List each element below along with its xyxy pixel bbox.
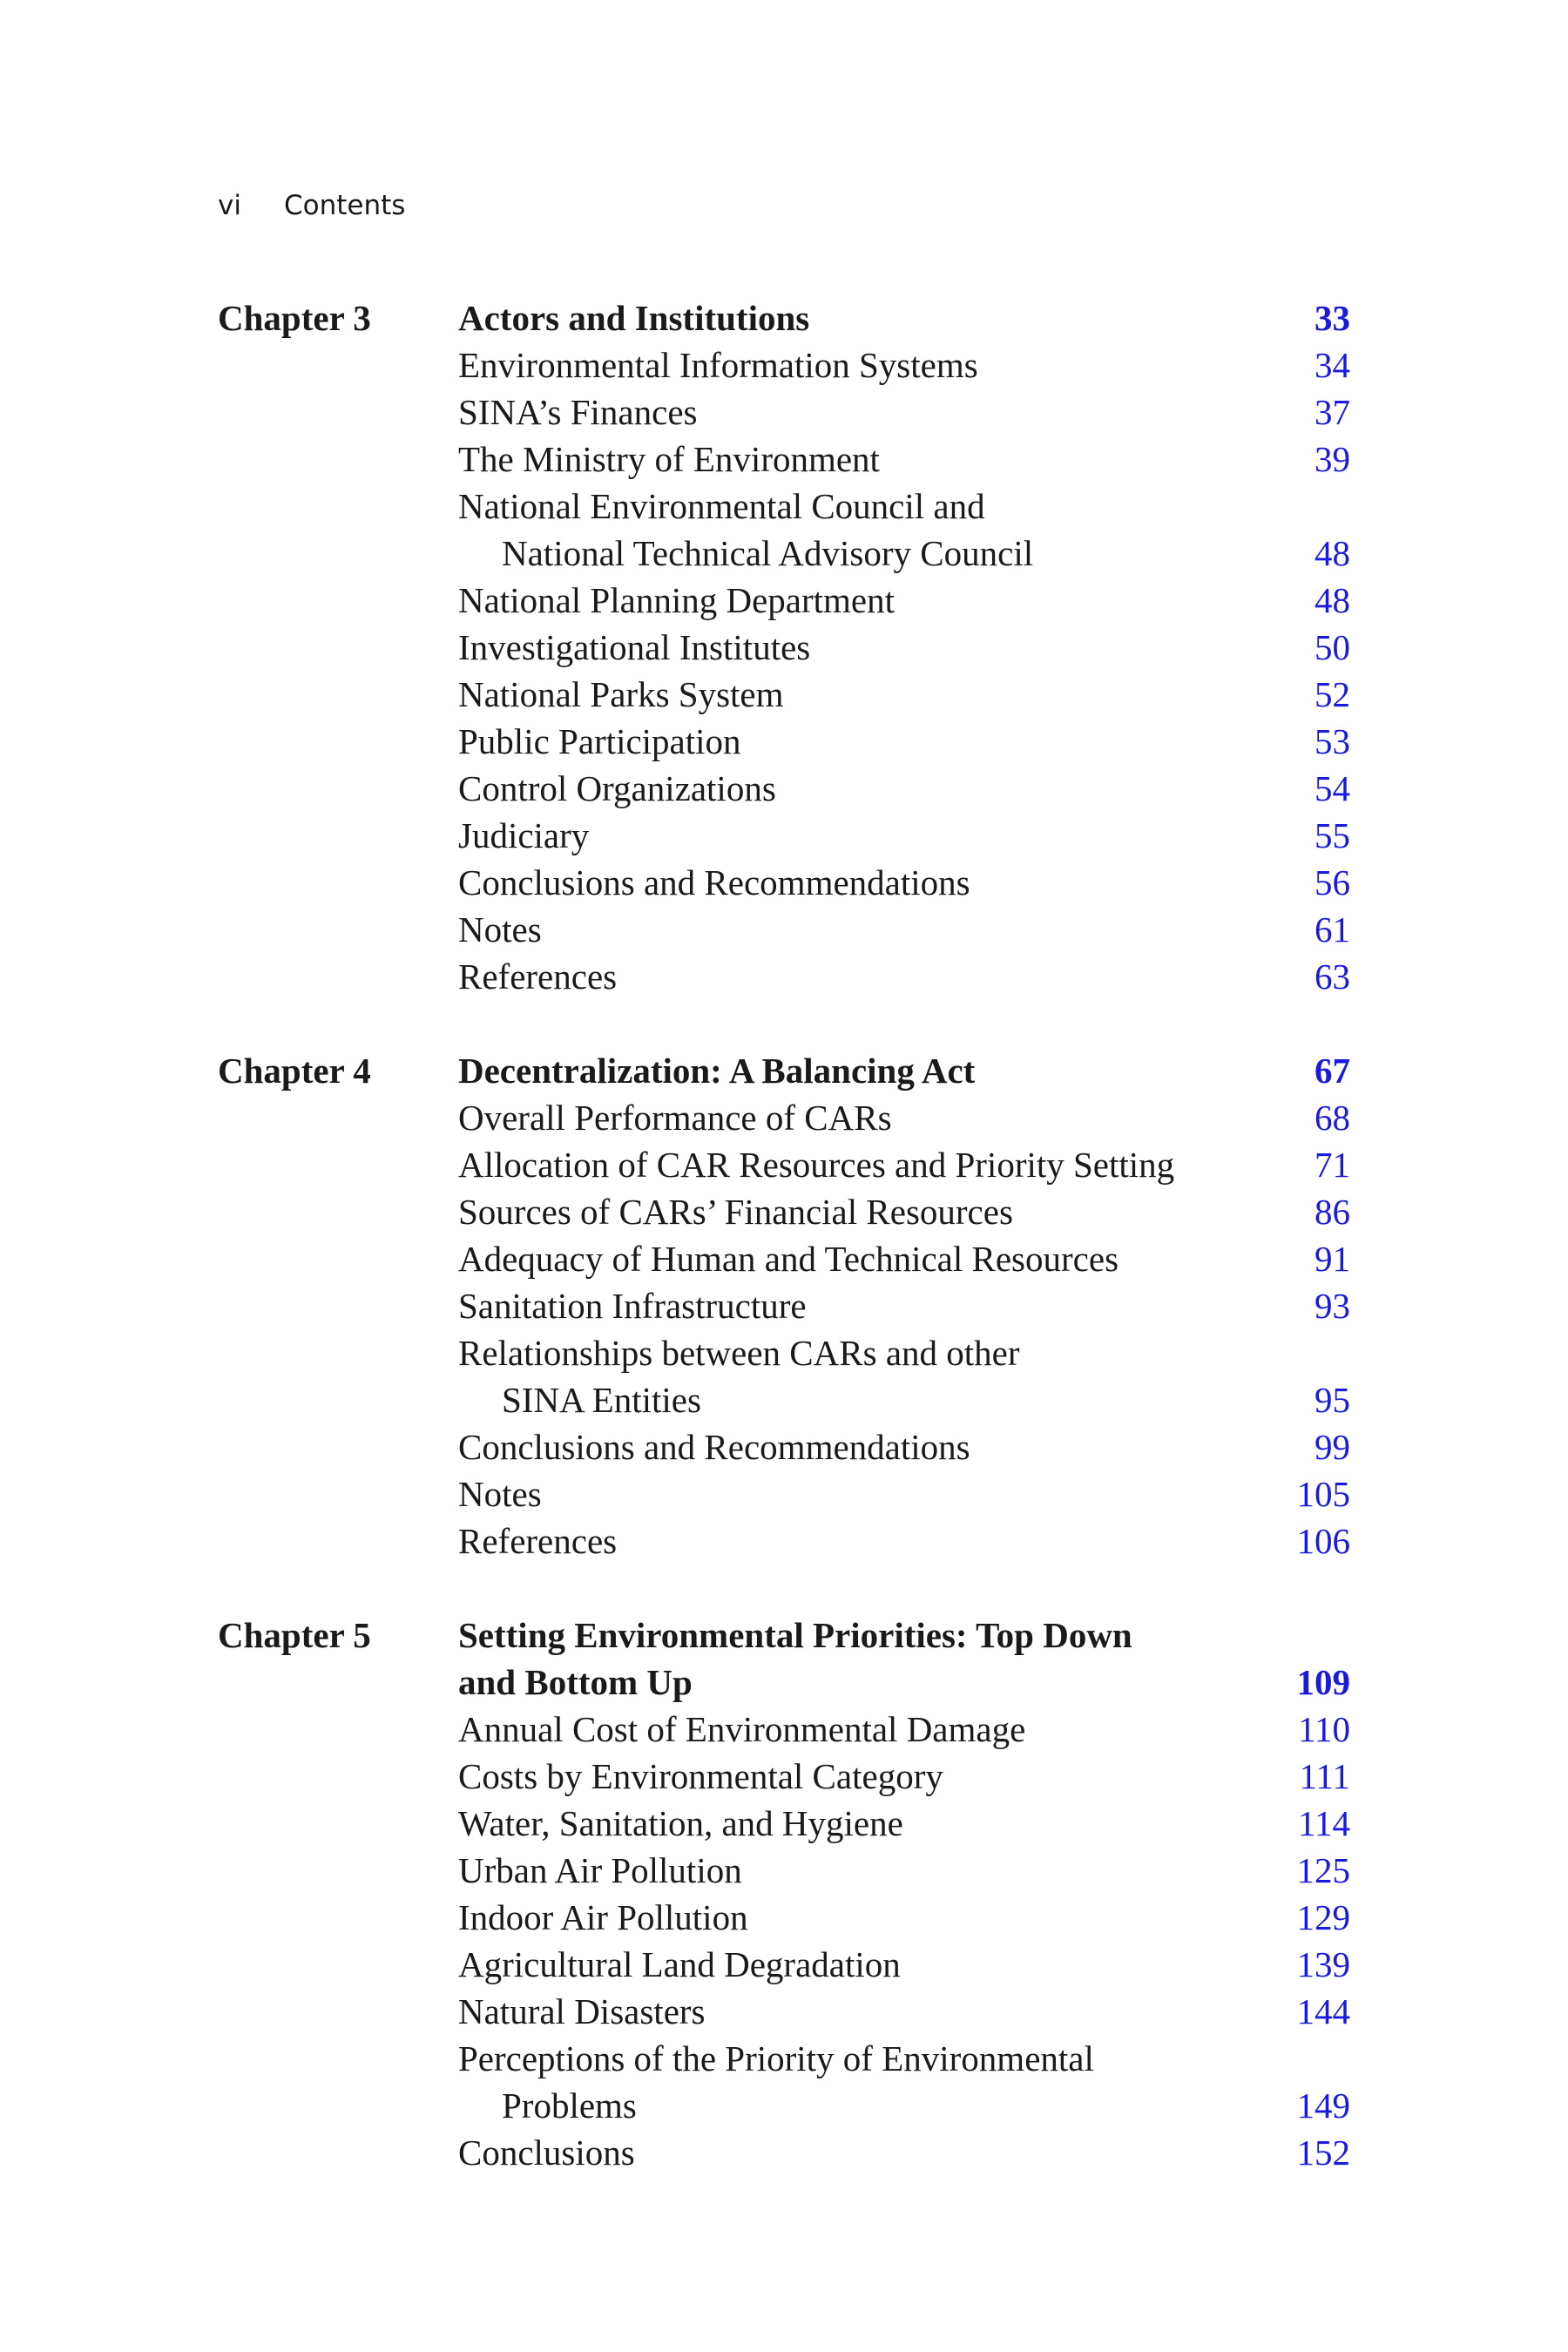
- toc-entry[interactable]: [458, 1847, 1350, 1894]
- entry-title-line: Indoor Air Pollution: [458, 1897, 748, 1937]
- page-number-link[interactable]: 129: [1296, 1897, 1350, 1937]
- toc-entry[interactable]: [458, 906, 1350, 953]
- entry-title-line: National Environmental Council and: [458, 486, 985, 526]
- toc-entry[interactable]: [458, 953, 1350, 1000]
- page-number-link[interactable]: 48: [1315, 580, 1350, 620]
- entry-title-line: SINA Entities: [502, 1380, 701, 1420]
- entry-title-line: Agricultural Land Degradation: [458, 1944, 901, 1984]
- toc-entry[interactable]: [458, 1753, 1350, 1800]
- page-folio: vi: [218, 190, 241, 221]
- toc-entry[interactable]: [458, 812, 1350, 859]
- entry-title: [458, 1612, 1350, 1706]
- entry-title-line: Notes: [458, 909, 542, 950]
- entry-title: [458, 1282, 1350, 1329]
- toc-entry[interactable]: [458, 389, 1350, 436]
- entry-title: [458, 624, 1350, 671]
- toc-entry[interactable]: [458, 671, 1350, 718]
- entry-title: [458, 1470, 1350, 1517]
- toc-entry[interactable]: [458, 2129, 1350, 2176]
- toc-entry[interactable]: [458, 1329, 1350, 1423]
- entry-title-line: Adequacy of Human and Technical Resources: [458, 1239, 1119, 1279]
- entry-title-line: References: [458, 1521, 618, 1561]
- page-number-link[interactable]: 144: [1296, 1991, 1350, 2031]
- entry-title-line: Problems: [502, 2085, 637, 2126]
- entry-title: [458, 953, 1350, 1000]
- entry-title: [458, 483, 1350, 577]
- entry-title-line: The Ministry of Environment: [458, 439, 880, 479]
- entry-title-line: Natural Disasters: [458, 1991, 706, 2031]
- page-number-link[interactable]: 111: [1299, 1756, 1350, 1796]
- chapter-block: [218, 1612, 1350, 2176]
- page-number-link[interactable]: 93: [1315, 1286, 1350, 1326]
- page-number-link[interactable]: 48: [1315, 533, 1350, 573]
- entry-title: [458, 1188, 1350, 1235]
- page-number-link[interactable]: 39: [1315, 439, 1350, 479]
- running-head-title: Contents: [284, 190, 406, 221]
- entry-title-line: Setting Environmental Priorities: Top Down: [458, 1615, 1132, 1655]
- toc-entry[interactable]: [458, 1282, 1350, 1329]
- entry-title-line: Sanitation Infrastructure: [458, 1286, 807, 1326]
- entry-title: [458, 1423, 1350, 1470]
- table-of-contents: [218, 294, 1350, 2223]
- toc-entry[interactable]: [458, 1470, 1350, 1517]
- entry-title-line: Investigational Institutes: [458, 627, 811, 667]
- entry-title: [458, 436, 1350, 483]
- toc-entry[interactable]: [458, 765, 1350, 812]
- toc-entry[interactable]: [458, 1235, 1350, 1282]
- page-number-link[interactable]: 152: [1296, 2132, 1350, 2173]
- entry-title-line: Public Participation: [458, 721, 741, 761]
- entry-title-line: Sources of CARs’ Financial Resources: [458, 1192, 1013, 1232]
- entry-title-line: SINA’s Finances: [458, 392, 698, 432]
- entry-title-line: Conclusions and Recommendations: [458, 862, 970, 902]
- toc-entry[interactable]: [458, 624, 1350, 671]
- chapter-title-entry[interactable]: [458, 1047, 1350, 1094]
- entry-title: [458, 1894, 1350, 1941]
- page-number-link[interactable]: 139: [1296, 1944, 1350, 1984]
- chapter-block: [218, 1047, 1350, 1565]
- page-number-link[interactable]: 55: [1315, 815, 1350, 855]
- entry-title-line: Notes: [458, 1474, 542, 1514]
- page-number-link[interactable]: 33: [1315, 298, 1350, 338]
- toc-entry[interactable]: [458, 1941, 1350, 1988]
- page-number-link[interactable]: 99: [1315, 1427, 1350, 1467]
- page-number-link[interactable]: 56: [1315, 862, 1350, 902]
- page-number-link[interactable]: 109: [1296, 1662, 1350, 1702]
- running-head: [218, 190, 405, 221]
- entry-title-line: Conclusions: [458, 2132, 635, 2173]
- page-number-link[interactable]: 110: [1298, 1709, 1350, 1749]
- chapter-title-entry[interactable]: [458, 1612, 1350, 1706]
- entry-title-line: National Planning Department: [458, 580, 895, 620]
- entry-title: [458, 1517, 1350, 1565]
- entry-title: [458, 1800, 1350, 1847]
- page-number-link[interactable]: 37: [1315, 392, 1350, 432]
- page-number-link[interactable]: 95: [1315, 1380, 1350, 1420]
- page-number-link[interactable]: 149: [1296, 2085, 1350, 2126]
- entry-title-line: and Bottom Up: [458, 1662, 693, 1702]
- page-number-link[interactable]: 34: [1315, 345, 1350, 385]
- entry-title: [458, 765, 1350, 812]
- toc-entry[interactable]: [458, 483, 1350, 577]
- entry-title-line: Environmental Information Systems: [458, 345, 978, 385]
- page-number-link[interactable]: 105: [1296, 1474, 1350, 1514]
- entry-title: [458, 1329, 1350, 1423]
- toc-entry[interactable]: [458, 1423, 1350, 1470]
- page-number-link[interactable]: 67: [1315, 1051, 1350, 1091]
- entry-title-line: Conclusions and Recommendations: [458, 1427, 970, 1467]
- entry-title: [458, 906, 1350, 953]
- chapter-label: Chapter 5: [218, 1615, 371, 1655]
- chapter-label: Chapter 4: [218, 1051, 371, 1091]
- toc-entry[interactable]: [458, 436, 1350, 483]
- entry-title: [458, 671, 1350, 718]
- page-number-link[interactable]: 86: [1315, 1192, 1350, 1232]
- entry-title-line: Water, Sanitation, and Hygiene: [458, 1803, 903, 1843]
- entry-title-line: Urban Air Pollution: [458, 1850, 742, 1890]
- page-number-link[interactable]: 52: [1315, 674, 1350, 714]
- entry-title-line: Costs by Environmental Category: [458, 1756, 943, 1796]
- entry-title: [458, 1706, 1350, 1753]
- page-number-link[interactable]: 68: [1315, 1098, 1350, 1138]
- entry-title: [458, 1235, 1350, 1282]
- toc-entry[interactable]: [458, 1517, 1350, 1565]
- chapter-title-entry[interactable]: [458, 294, 1350, 341]
- page-number-link[interactable]: 114: [1298, 1803, 1350, 1843]
- entry-title: [458, 1988, 1350, 2035]
- chapter-entries: [458, 1047, 1350, 1565]
- entry-title: [458, 1941, 1350, 1988]
- entry-title-line: Judiciary: [458, 815, 590, 855]
- entry-title: [458, 812, 1350, 859]
- page-number-link[interactable]: 91: [1315, 1239, 1350, 1279]
- entry-title: [458, 1141, 1350, 1188]
- entry-title-line: References: [458, 956, 618, 997]
- entry-title-line: National Parks System: [458, 674, 784, 714]
- entry-title: [458, 389, 1350, 436]
- entry-title: [458, 2035, 1350, 2129]
- chapter-entries: [458, 294, 1350, 1000]
- entry-title: [458, 341, 1350, 389]
- toc-entry[interactable]: [458, 341, 1350, 389]
- page-number-link[interactable]: 54: [1315, 768, 1350, 808]
- chapter-label: Chapter 3: [218, 298, 371, 338]
- entry-title-line: Perceptions of the Priority of Environmental: [458, 2038, 1094, 2078]
- toc-entry[interactable]: [458, 1188, 1350, 1235]
- entry-title: [458, 718, 1350, 765]
- toc-entry[interactable]: [458, 2035, 1350, 2129]
- entry-title: [458, 294, 1350, 341]
- entry-title-line: Allocation of CAR Resources and Priority Setting: [458, 1145, 1175, 1185]
- entry-title-line: Actors and Institutions: [458, 298, 810, 338]
- page-number-link[interactable]: 53: [1315, 721, 1350, 761]
- entry-title-line: Control Organizations: [458, 768, 776, 808]
- entry-title: [458, 1094, 1350, 1141]
- toc-entry[interactable]: [458, 859, 1350, 906]
- page-number-link[interactable]: 50: [1315, 627, 1350, 667]
- entry-title-line: Annual Cost of Environmental Damage: [458, 1709, 1026, 1749]
- entry-title: [458, 1753, 1350, 1800]
- chapter-block: [218, 294, 1350, 1000]
- toc-entry[interactable]: [458, 1988, 1350, 2035]
- toc-entry[interactable]: [458, 1894, 1350, 1941]
- entry-title: [458, 1847, 1350, 1894]
- page-number-link[interactable]: 106: [1296, 1521, 1350, 1561]
- toc-entry[interactable]: [458, 1141, 1350, 1188]
- entry-title: [458, 577, 1350, 624]
- entry-title-line: Relationships between CARs and other: [458, 1333, 1020, 1373]
- toc-entry[interactable]: [458, 577, 1350, 624]
- page-number-link[interactable]: 61: [1315, 909, 1350, 950]
- toc-entry[interactable]: [458, 1800, 1350, 1847]
- toc-entry[interactable]: [458, 1706, 1350, 1753]
- page-number-link[interactable]: 63: [1315, 956, 1350, 997]
- toc-entry[interactable]: [458, 718, 1350, 765]
- entry-title-line: Overall Performance of CARs: [458, 1098, 892, 1138]
- toc-entry[interactable]: [458, 1094, 1350, 1141]
- entry-title: [458, 1047, 1350, 1094]
- page-number-link[interactable]: 125: [1296, 1850, 1350, 1890]
- chapter-entries: [458, 1612, 1350, 2176]
- entry-title: [458, 859, 1350, 906]
- page-number-link[interactable]: 71: [1315, 1145, 1350, 1185]
- entry-title: [458, 2129, 1350, 2176]
- entry-title-line: National Technical Advisory Council: [502, 533, 1034, 573]
- entry-title-line: Decentralization: A Balancing Act: [458, 1051, 976, 1091]
